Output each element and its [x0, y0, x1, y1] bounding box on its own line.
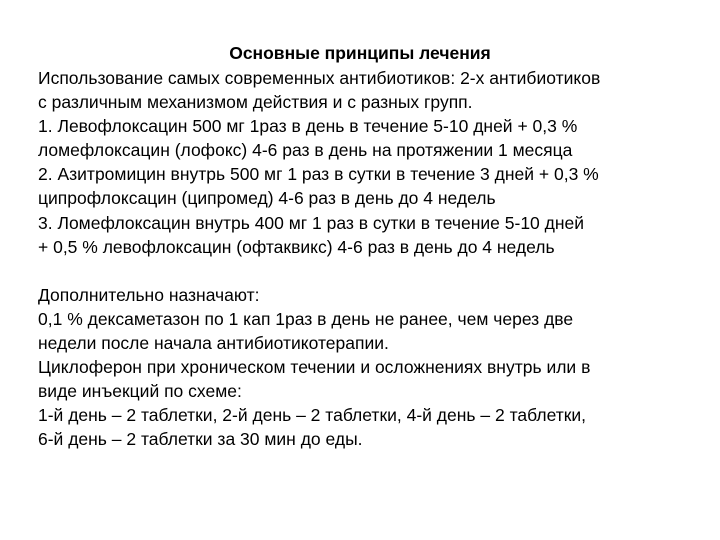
text-line: Использование самых современных антибиотиков: 2-х антибиотиков [38, 68, 601, 88]
text-line: с различным механизмом действия и с разных групп. [38, 92, 473, 113]
text-line: ципрофлоксацин (ципромед) 4-6 раз в день до 4 недель [38, 188, 496, 209]
text-line: виде инъекций по схеме: [38, 381, 242, 402]
text-line: 1-й день – 2 таблетки, 2-й день – 2 таблетки, 4-й день – 2 таблетки, [38, 405, 587, 426]
text-line: 1. Левофлоксацин 500 мг 1раз в день в течение 5-10 дней + 0,3 % [38, 116, 578, 137]
slide-body [38, 66, 698, 452]
text-line: 0,1 % дексаметазон по 1 кап 1раз в день не ранее, чем через две [38, 308, 574, 329]
paragraph-gap [38, 259, 698, 283]
text-line: 3. Ломефлоксацин внутрь 400 мг 1 раз в сутки в течение 5-10 дней [38, 212, 585, 233]
text-line: 6-й день – 2 таблетки за 30 мин до еды. [38, 429, 363, 450]
text-line: 2. Азитромицин внутрь 500 мг 1 раз в сутки в течение 3 дней + 0,3 % [38, 164, 599, 185]
text-line: Дополнительно назначают: [38, 284, 260, 305]
slide-title: Основные принципы лечения [229, 43, 491, 63]
text-line: + 0,5 % левофлоксацин (офтаквикс) 4-6 раз в день до 4 недель [38, 236, 555, 257]
text-line: Циклоферон при хроническом течении и осложнениях внутрь или в [38, 357, 591, 378]
text-line: недели после начала антибиотикотерапии. [38, 333, 389, 354]
text-line: ломефлоксацин (лофокс) 4-6 раз в день на протяжении 1 месяца [38, 140, 573, 161]
